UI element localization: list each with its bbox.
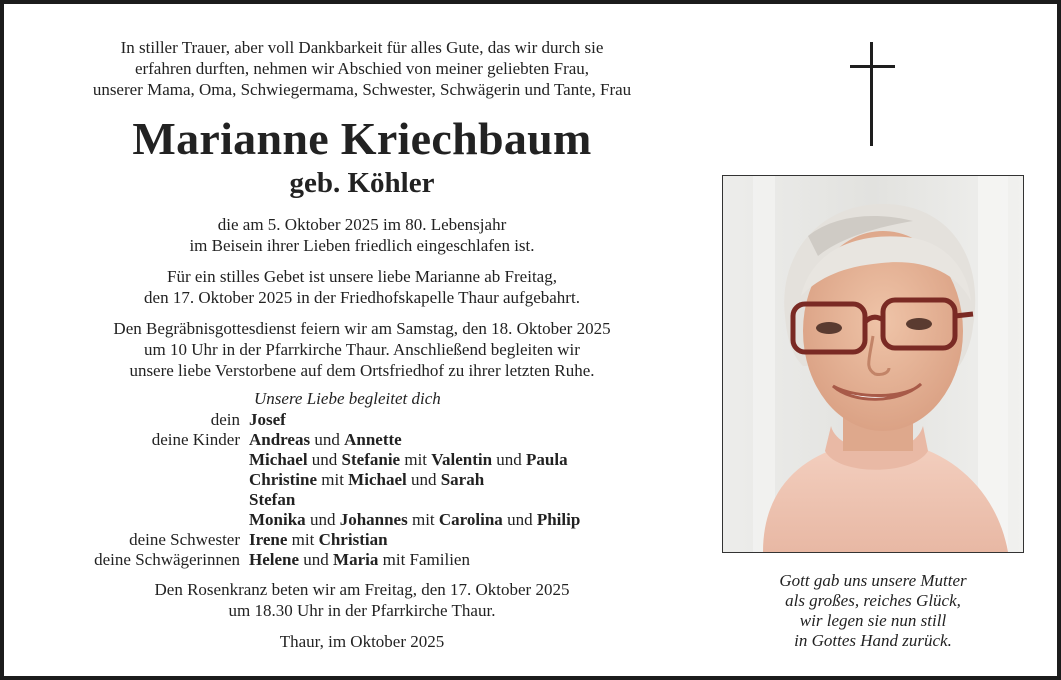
survivor-relation [34, 510, 249, 530]
person-name: Andreas [249, 430, 311, 449]
connector-text: und [310, 430, 345, 449]
survivors-list [34, 410, 580, 570]
right-eye [906, 318, 932, 330]
verse-line: als großes, reiches Glück, [785, 591, 961, 610]
connector-text: mit [317, 470, 349, 489]
connector-text: mit [287, 530, 319, 549]
survivor-names [249, 410, 286, 430]
person-name: Stefan [249, 490, 296, 509]
funeral-notice [34, 318, 690, 381]
intro-line: unserer Mama, Oma, Schwiegermama, Schwester, Schwägerin und Tante, Frau [92, 80, 632, 99]
person-name: Michael [249, 450, 308, 469]
connector-text: mit [407, 510, 439, 529]
person-name: Philip [536, 510, 581, 529]
person-name: Irene [249, 530, 288, 549]
survivor-relation [34, 450, 249, 470]
viewing-line: den 17. Oktober 2025 in der Friedhofskapelle Thaur aufgebahrt. [144, 288, 580, 307]
death-notice [34, 214, 690, 256]
survivor-row [34, 410, 580, 430]
person-name: Paula [526, 450, 568, 469]
verse [722, 571, 1024, 651]
survivor-row [34, 550, 580, 570]
cross-vertical [870, 42, 873, 146]
survivor-row [34, 510, 580, 530]
person-name: Johannes [339, 510, 408, 529]
connector-text: und [406, 470, 441, 489]
survivor-row [34, 530, 580, 550]
portrait-illustration [723, 176, 1023, 552]
place-date: Thaur, im Oktober 2025 [279, 632, 445, 651]
person-name: Helene [249, 550, 300, 569]
survivor-relation [34, 470, 249, 490]
person-name: Monika [249, 510, 306, 529]
funeral-line: Den Begräbnisgottesdienst feiern wir am Samstag, den 18. Oktober 2025 [113, 319, 611, 338]
cross-horizontal [850, 65, 895, 68]
connector-text: und [502, 510, 537, 529]
rosary-line: um 18.30 Uhr in der Pfarrkirche Thaur. [228, 601, 496, 620]
intro-text [34, 37, 690, 100]
survivor-names [249, 510, 580, 530]
photo-light-stripe [753, 176, 775, 552]
rosary-notice [34, 579, 690, 621]
death-line: im Beisein ihrer Lieben friedlich eingeschlafen ist. [189, 236, 535, 255]
funeral-line: unsere liebe Verstorbene auf dem Ortsfriedhof zu ihrer letzten Ruhe. [129, 361, 595, 380]
survivor-names [249, 530, 388, 550]
motto: Unsere Liebe begleitet dich [254, 389, 441, 408]
person-name: Annette [344, 430, 402, 449]
connector-text: und [307, 450, 342, 469]
connector-text: mit Familien [378, 550, 470, 569]
survivor-relation [34, 490, 249, 510]
survivor-names [249, 490, 295, 510]
person-name: Michael [348, 470, 407, 489]
glasses-arm [955, 314, 973, 316]
survivor-relation: dein [210, 410, 240, 429]
left-eye [816, 322, 842, 334]
portrait-photo [722, 175, 1024, 553]
viewing-notice [34, 266, 690, 308]
person-name: Maria [333, 550, 379, 569]
rosary-line: Den Rosenkranz beten wir am Freitag, den 17. Oktober 2025 [154, 580, 570, 599]
verse-line: wir legen sie nun still [799, 611, 947, 630]
viewing-line: Für ein stilles Gebet ist unsere liebe Marianne ab Freitag, [167, 267, 557, 286]
survivor-relation: deine Kinder [151, 430, 240, 449]
survivor-relation: deine Schwester [129, 530, 240, 549]
survivor-row [34, 490, 580, 510]
survivor-names [249, 470, 484, 490]
verse-line: in Gottes Hand zurück. [794, 631, 952, 650]
maiden-name: geb. Köhler [289, 167, 435, 199]
survivor-names [249, 450, 568, 470]
survivor-names [249, 430, 402, 450]
person-name: Carolina [438, 510, 503, 529]
connector-text: mit [400, 450, 432, 469]
person-name: Valentin [431, 450, 493, 469]
death-line: die am 5. Oktober 2025 im 80. Lebensjahr [217, 215, 507, 234]
intro-line: In stiller Trauer, aber voll Dankbarkeit für alles Gute, das wir durch sie [120, 38, 604, 57]
survivor-row [34, 470, 580, 490]
intro-line: erfahren durften, nehmen wir Abschied von meiner geliebten Frau, [134, 59, 590, 78]
person-name: Christine [249, 470, 317, 489]
person-name: Josef [249, 410, 286, 429]
person-name: Christian [318, 530, 388, 549]
connector-text: und [299, 550, 334, 569]
survivor-row [34, 430, 580, 450]
survivor-row [34, 450, 580, 470]
connector-text: und [492, 450, 527, 469]
survivor-relation: deine Schwägerinnen [94, 550, 240, 569]
connector-text: und [305, 510, 340, 529]
person-name: Sarah [440, 470, 485, 489]
funeral-line: um 10 Uhr in der Pfarrkirche Thaur. Anschließend begleiten wir [144, 340, 580, 359]
person-name: Stefanie [341, 450, 401, 469]
deceased-name: Marianne Kriechbaum [132, 113, 592, 164]
survivor-names [249, 550, 470, 570]
verse-line: Gott gab uns unsere Mutter [779, 571, 967, 590]
